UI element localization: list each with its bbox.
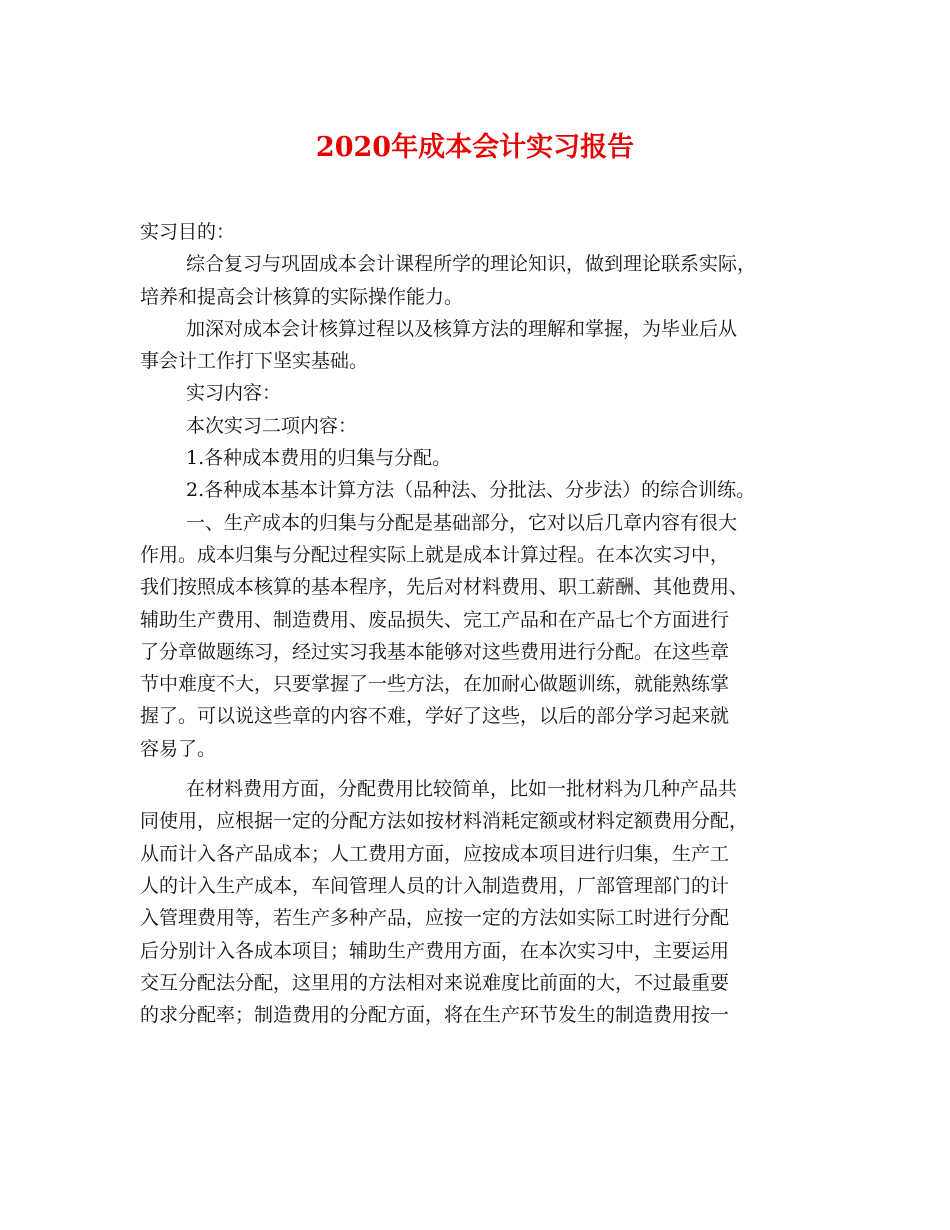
text-line: 的求分配率；制造费用的分配方面，将在生产环节发生的制造费用按一 xyxy=(140,1004,730,1027)
text-line: 一、生产成本的归集与分配是基础部分，它对以后几章内容有很大 xyxy=(186,511,738,534)
text-line: 实习内容： xyxy=(186,382,282,405)
text-line: 从而计入各产品成本；人工费用方面，应按成本项目进行归集，生产工 xyxy=(140,842,730,865)
text-line: 辅助生产费用、制造费用、废品损失、完工产品和在产品七个方面进行 xyxy=(140,608,730,631)
text-line: 加深对成本会计核算过程以及核算方法的理解和掌握，为毕业后从 xyxy=(186,317,738,340)
text-line: 作用。成本归集与分配过程实际上就是成本计算过程。在本次实习中， xyxy=(140,543,730,566)
text-line: 我们按照成本核算的基本程序，先后对材料费用、职工薪酬、其他费用、 xyxy=(140,576,749,599)
paragraph-gap xyxy=(140,765,830,773)
text-line: 握了。可以说这些章的内容不难，学好了这些，以后的部分学习起来就 xyxy=(140,705,730,728)
text-line: 容易了。 xyxy=(140,737,217,760)
document-title: 2020年成本会计实习报告 xyxy=(315,132,635,163)
document-body xyxy=(140,216,830,1031)
text-line: 实习目的： xyxy=(140,221,236,243)
text-line: 综合复习与巩固成本会计课程所学的理论知识，做到理论联系实际， xyxy=(186,253,757,276)
text-line: 了分章做题练习，经过实习我基本能够对这些费用进行分配。在这些章 xyxy=(140,640,730,663)
text-line: 在材料费用方面，分配费用比较简单，比如一批材料为几种产品共 xyxy=(186,778,738,801)
text-line: 事会计工作打下坚实基础。 xyxy=(140,350,369,373)
text-line: 入管理费用等，若生产多种产品，应按一定的方法如实际工时进行分配 xyxy=(140,907,730,930)
text-line: 同使用，应根据一定的分配方法如按材料消耗定额或材料定额费用分配， xyxy=(140,810,749,833)
text-line: 1.各种成本费用的归集与分配。 xyxy=(186,447,452,470)
text-line: 节中难度不大，只要掌握了一些方法，在加耐心做题训练，就能熟练掌 xyxy=(140,673,730,696)
text-line: 后分别计入各成本项目；辅助生产费用方面，在本次实习中，主要运用 xyxy=(140,939,730,962)
text-line: 人的计入生产成本，车间管理人员的计入制造费用，厂部管理部门的计 xyxy=(140,874,730,897)
text-line: 培养和提高会计核算的实际操作能力。 xyxy=(140,285,464,308)
text-line: 2.各种成本基本计算方法（品种法、分批法、分步法）的综合训练。 xyxy=(186,479,756,502)
text-line: 交互分配法分配，这里用的方法相对来说难度比前面的大，不过最重要 xyxy=(140,971,730,994)
text-line: 本次实习二项内容： xyxy=(186,414,358,437)
